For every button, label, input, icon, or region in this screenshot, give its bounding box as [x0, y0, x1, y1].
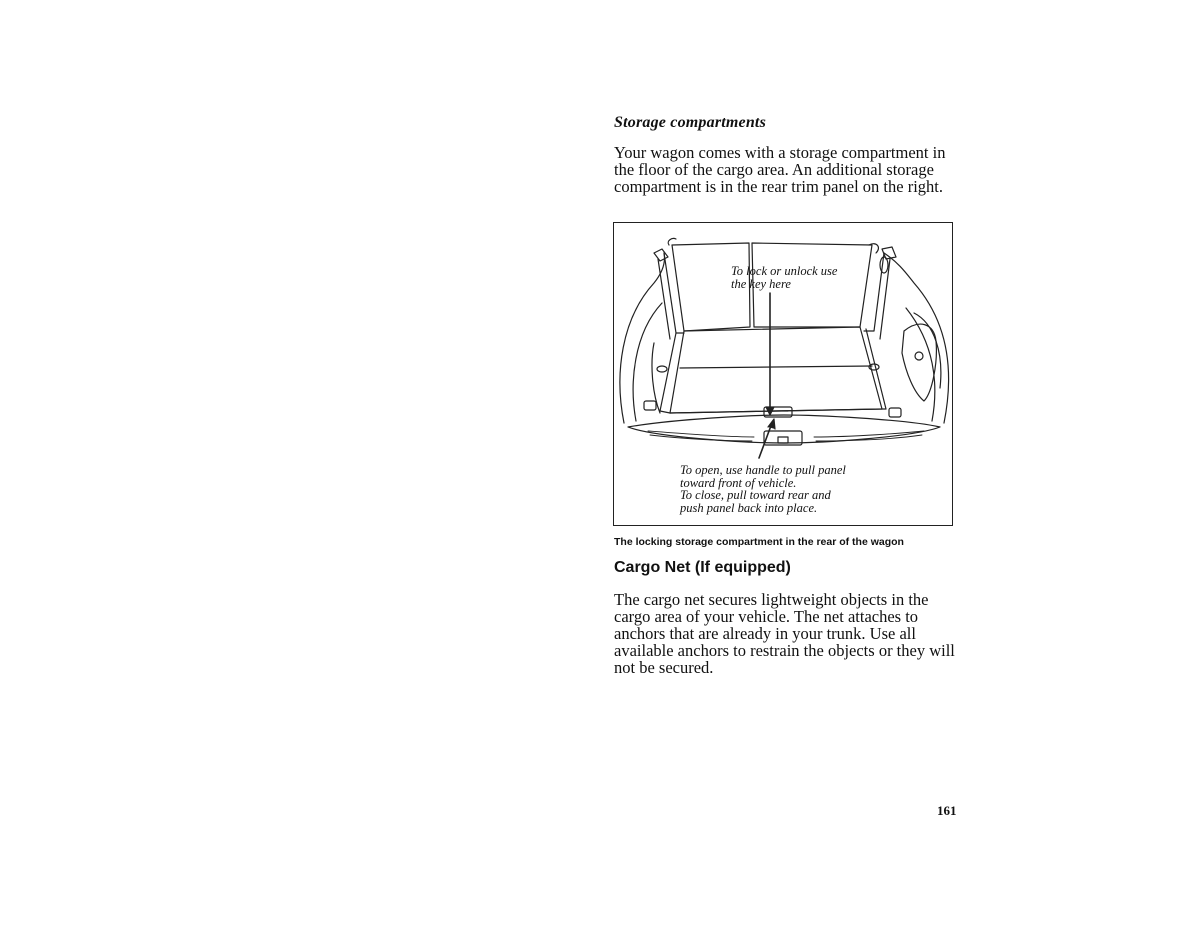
cargo-area-illustration	[613, 222, 953, 526]
cargo-net-paragraph: The cargo net secures lightweight objects in the cargo area of your vehicle. The net attaches to anchors that are already in your trunk. Use all available anchors to restrain the objects or they will not be secured.	[614, 590, 955, 677]
section-title: Storage compartments	[614, 114, 767, 131]
lock-callout-line: To lock or unlock use	[731, 264, 838, 278]
cargo-net-heading: Cargo Net (If equipped)	[614, 559, 791, 576]
figure-caption: The locking storage compartment in the rear of the wagon	[614, 536, 904, 548]
open-callout	[680, 464, 846, 514]
open-callout-line: push panel back into place.	[680, 500, 818, 515]
intro-paragraph: Your wagon comes with a storage compartment in the floor of the cargo area. An additional storage compartment is in the rear trim panel on the right.	[614, 143, 946, 196]
open-callout-line: To close, pull toward rear and	[680, 488, 831, 502]
lock-callout-line: the key here	[731, 276, 791, 291]
lock-callout	[731, 265, 837, 290]
page-number: 161	[937, 803, 957, 818]
open-callout-line: toward front of vehicle.	[680, 475, 797, 490]
open-callout-line: To open, use handle to pull panel	[680, 463, 846, 477]
